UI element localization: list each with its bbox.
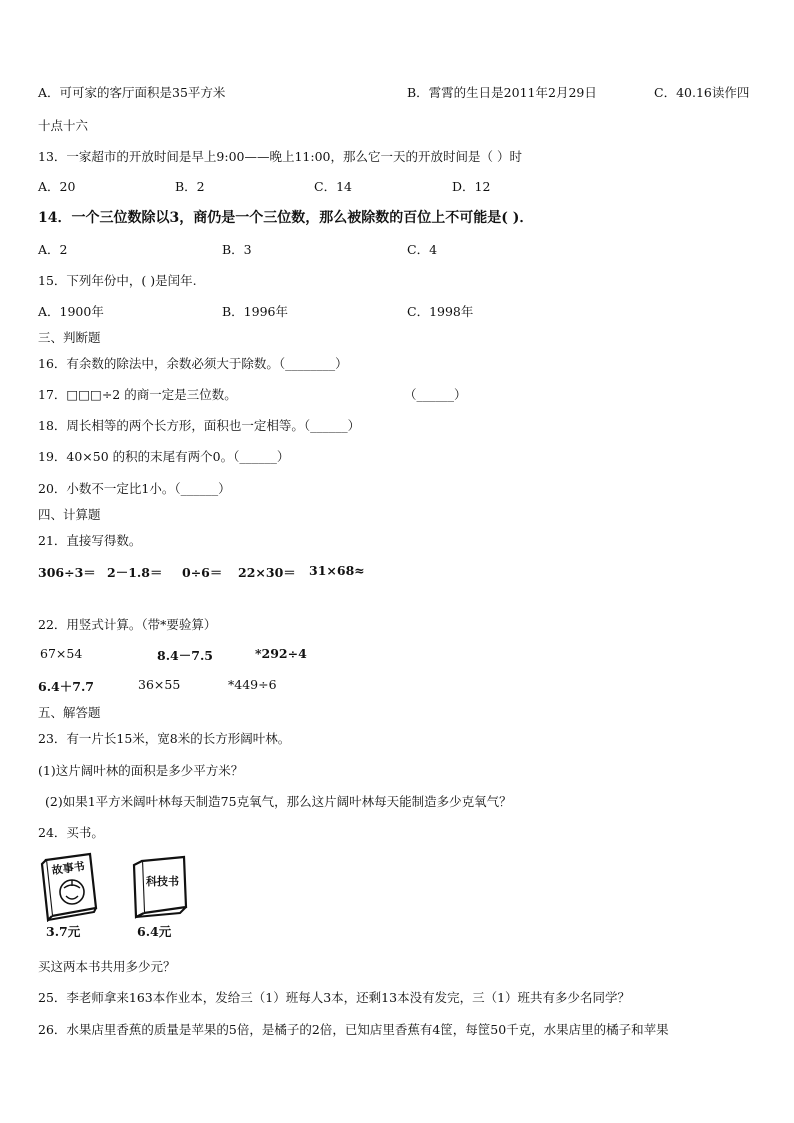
q20-stem: 20．小数不一定比1小。（______） xyxy=(38,481,231,496)
q22-expression: *449÷6 xyxy=(228,677,277,692)
story-book-title: 故事书 xyxy=(51,859,86,878)
q12-option-c: C．40.16读作四 xyxy=(654,85,750,100)
section-4-heading: 四、计算题 xyxy=(38,507,101,522)
q23-stem: 23．有一片长15米，宽8米的长方形阔叶林。 xyxy=(38,731,291,746)
q12-option-b: B．霄霄的生日是2011年2月29日 xyxy=(407,85,597,100)
q15-stem: 15．下列年份中，( )是闰年. xyxy=(38,273,197,288)
q21-item: 0÷6＝ xyxy=(182,565,223,580)
science-book-price: 6.4元 xyxy=(137,924,172,939)
q25-stem: 25．李老师拿来163本作业本，发给三（1）班每人3本，还剩13本没有发完，三（1）班共有多少名同学？ xyxy=(38,990,631,1005)
q14-option-b: B．3 xyxy=(222,242,252,257)
q22-stem: 22．用竖式计算。（带*要验算） xyxy=(38,617,217,632)
q12-option-c-continued: 十点十六 xyxy=(38,118,89,133)
q22-expression: 36×55 xyxy=(138,677,181,692)
q26-stem: 26．水果店里香蕉的质量是苹果的5倍，是橘子的2倍，已知店里香蕉有4筐，每筐50千克，水果店里的橘子和苹果 xyxy=(38,1022,669,1037)
q17-stem: 17．□□□÷2 的商一定是三位数。 xyxy=(38,387,237,402)
q15-option-b: B．1996年 xyxy=(222,304,288,319)
q22-expression: *292÷4 xyxy=(255,646,307,661)
q17-answer-blank: （______） xyxy=(404,387,467,402)
q14-option-c: C．4 xyxy=(407,242,438,257)
q13-option-a: A．20 xyxy=(38,179,76,194)
q23-sub2: (2)如果1平方米阔叶林每天制造75克氧气，那么这片阔叶林每天能制造多少克氧气？ xyxy=(45,794,512,809)
q22-expression: 6.4＋7.7 xyxy=(38,679,94,694)
q19-stem: 19．40×50 的积的末尾有两个0。（______） xyxy=(38,449,290,464)
q13-option-d: D．12 xyxy=(452,179,491,194)
q22-expression: 8.4－7.5 xyxy=(157,648,213,663)
q15-option-c: C．1998年 xyxy=(407,304,474,319)
section-5-heading: 五、解答题 xyxy=(38,705,101,720)
q21-item: 306÷3＝ xyxy=(38,565,96,580)
section-3-heading: 三、判断题 xyxy=(38,330,101,345)
q14-stem: 14．一个三位数除以3，商仍是一个三位数，那么被除数的百位上不可能是( )． xyxy=(38,210,534,226)
q24-stem: 24．买书。 xyxy=(38,825,104,840)
q13-option-c: C．14 xyxy=(314,179,352,194)
q18-stem: 18．周长相等的两个长方形，面积也一定相等。（______） xyxy=(38,418,361,433)
q23-sub1: (1)这片阔叶林的面积是多少平方米？ xyxy=(38,763,244,778)
q15-option-a: A．1900年 xyxy=(38,304,104,319)
q24-question: 买这两本书共用多少元？ xyxy=(38,959,176,974)
q22-expression: 67×54 xyxy=(40,646,83,661)
q16-stem: 16．有余数的除法中，余数必须大于除数。（________） xyxy=(38,356,348,371)
q21-item: 22×30＝ xyxy=(238,565,296,580)
story-book-price: 3.7元 xyxy=(46,924,81,939)
q12-option-a: A．可可家的客厅面积是35平方米 xyxy=(38,85,226,100)
q21-item: 31×68≈ xyxy=(309,563,365,578)
q13-option-b: B．2 xyxy=(175,179,205,194)
story-book-illustration xyxy=(38,850,100,922)
q21-stem: 21．直接写得数。 xyxy=(38,533,142,548)
q14-option-a: A．2 xyxy=(38,242,68,257)
science-book-illustration xyxy=(128,855,192,921)
q21-item: 2－1.8＝ xyxy=(107,565,163,580)
q13-stem: 13．一家超市的开放时间是早上9:00——晚上11:00，那么它一天的开放时间是（ ）时 xyxy=(38,149,522,164)
science-book-title: 科技书 xyxy=(146,875,179,888)
